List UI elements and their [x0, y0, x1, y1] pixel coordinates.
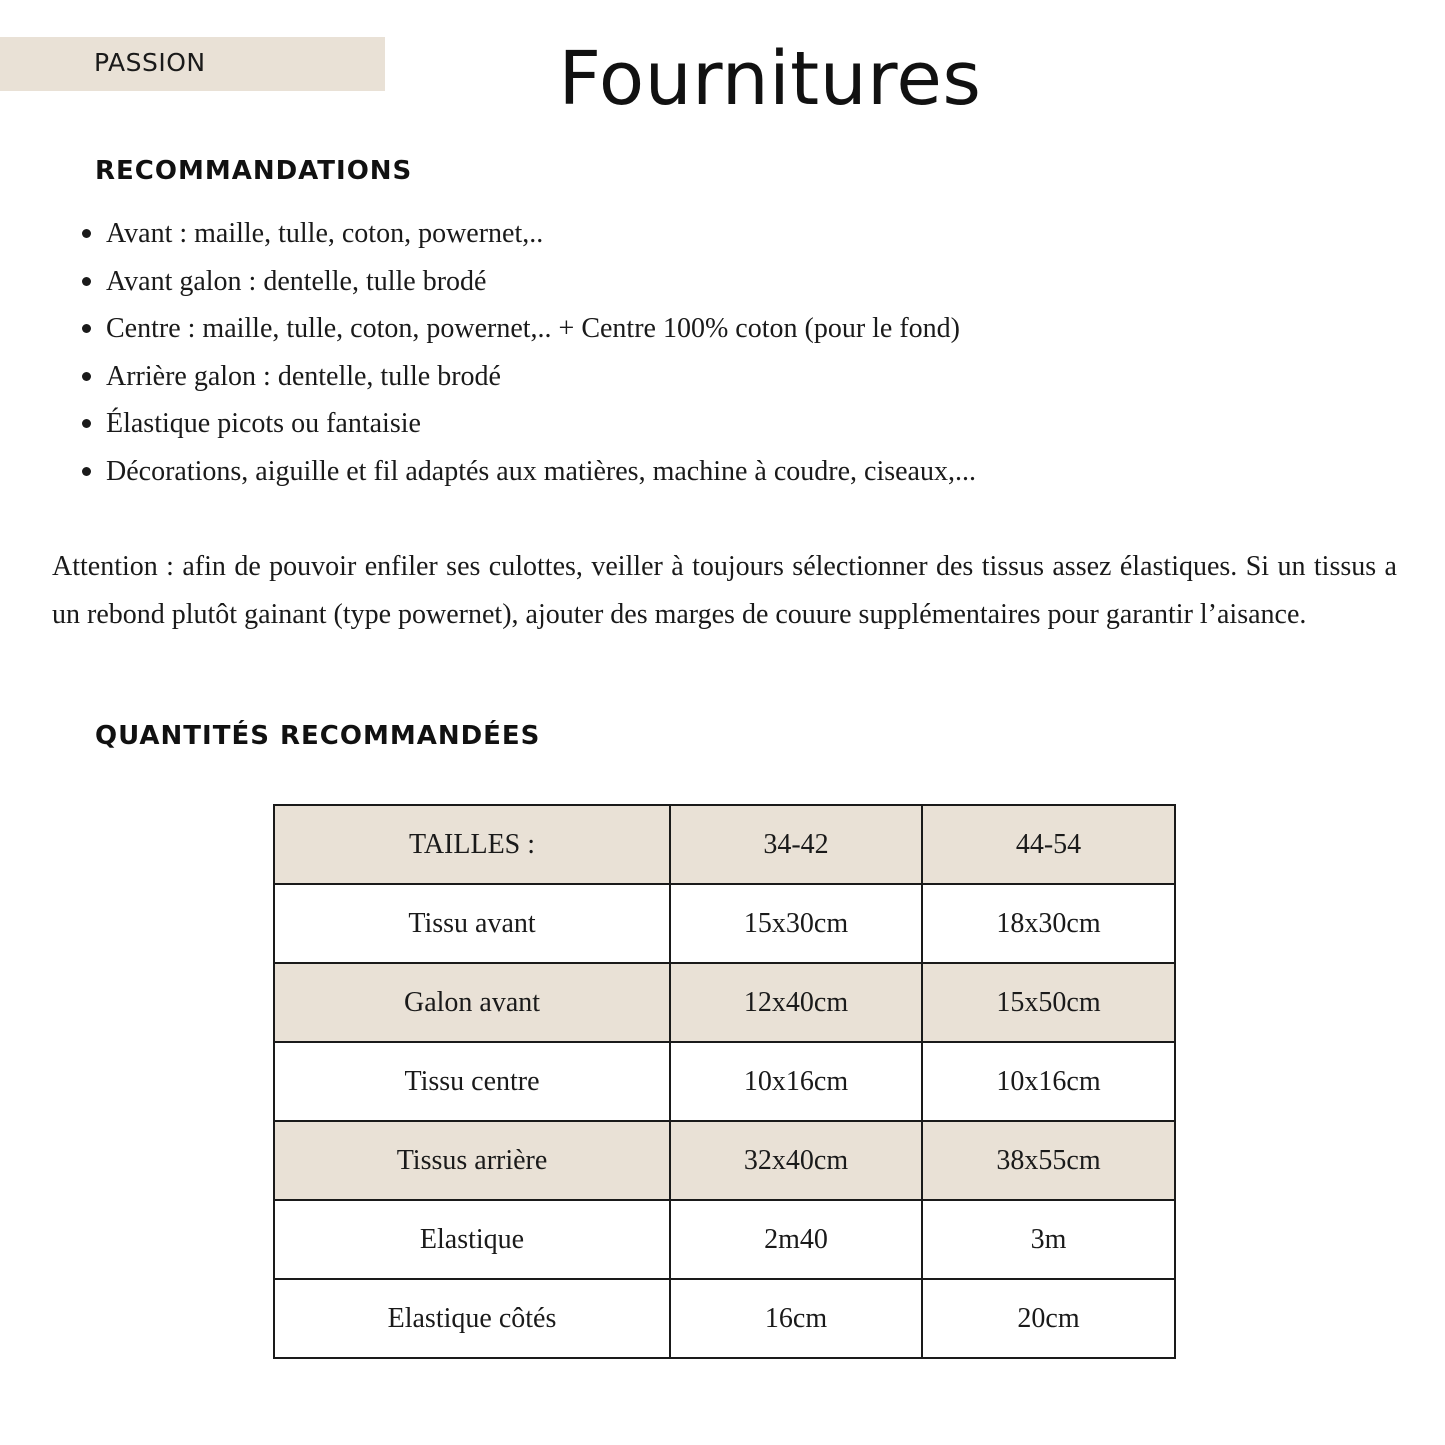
row-label-cell: Tissu centre — [274, 1042, 670, 1121]
quantities-heading: QUANTITÉS RECOMMANDÉES — [95, 721, 541, 751]
quantity-cell: 3m — [922, 1200, 1175, 1279]
list-item-text: Décorations, aiguille et fil adaptés aux matières, machine à coudre, ciseaux,... — [106, 455, 976, 487]
quantity-cell: 10x16cm — [922, 1042, 1175, 1121]
bullet-icon — [82, 229, 91, 238]
row-label-cell: Elastique côtés — [274, 1279, 670, 1358]
list-item-text: Élastique picots ou fantaisie — [106, 408, 421, 440]
list-item — [80, 400, 976, 448]
bullet-icon — [82, 419, 91, 428]
quantities-table — [273, 804, 1176, 1359]
row-label-cell: Galon avant — [274, 963, 670, 1042]
bullet-icon — [82, 324, 91, 333]
list-item-text: Avant : maille, tulle, coton, powernet,.. — [106, 218, 544, 249]
quantity-cell: 32x40cm — [670, 1121, 922, 1200]
header-cell-sizes: TAILLES : — [274, 805, 670, 884]
row-label-cell: Tissu avant — [274, 884, 670, 963]
recommendations-list — [80, 210, 976, 496]
bullet-icon — [82, 277, 91, 286]
row-label-cell: Elastique — [274, 1200, 670, 1279]
bullet-icon — [82, 372, 91, 381]
quantity-cell: 2m40 — [670, 1200, 922, 1279]
list-item — [80, 210, 976, 258]
quantity-cell: 16cm — [670, 1279, 922, 1358]
list-item — [80, 448, 976, 496]
table-row — [274, 1121, 1175, 1200]
table-row — [274, 1200, 1175, 1279]
header-cell-size-range-1: 34-42 — [670, 805, 922, 884]
quantity-cell: 12x40cm — [670, 963, 922, 1042]
row-label-cell: Tissus arrière — [274, 1121, 670, 1200]
quantity-cell: 20cm — [922, 1279, 1175, 1358]
attention-paragraph: Attention : afin de pouvoir enfiler ses culottes, veiller à toujours sélectionner des tissus assez élastiques. Si un tissus a un rebond plutôt gainant (type powernet), ajouter des marges de couure supplémentaires pour garantir l’aisance. — [52, 551, 1397, 630]
quantity-cell: 15x30cm — [670, 884, 922, 963]
page-title: Fournitures — [558, 36, 982, 122]
quantity-cell: 10x16cm — [670, 1042, 922, 1121]
quantity-cell: 15x50cm — [922, 963, 1175, 1042]
table-row — [274, 1042, 1175, 1121]
quantity-cell: 38x55cm — [922, 1121, 1175, 1200]
list-item-text: Centre : maille, tulle, coton, powernet,.. + Centre 100% coton (pour le fond) — [106, 313, 960, 345]
table-row — [274, 963, 1175, 1042]
table-row — [274, 884, 1175, 963]
list-item-text: Arrière galon : dentelle, tulle brodé — [106, 360, 501, 392]
list-item — [80, 258, 976, 306]
list-item-text: Avant galon : dentelle, tulle brodé — [106, 265, 487, 297]
brand-tag-label: PASSION — [94, 48, 206, 77]
table-header-row — [274, 805, 1175, 884]
table-row — [274, 1279, 1175, 1358]
list-item — [80, 353, 976, 401]
bullet-icon — [82, 467, 91, 476]
quantity-cell: 18x30cm — [922, 884, 1175, 963]
list-item — [80, 305, 976, 353]
recommendations-heading: RECOMMANDATIONS — [95, 156, 413, 186]
header-cell-size-range-2: 44-54 — [922, 805, 1175, 884]
